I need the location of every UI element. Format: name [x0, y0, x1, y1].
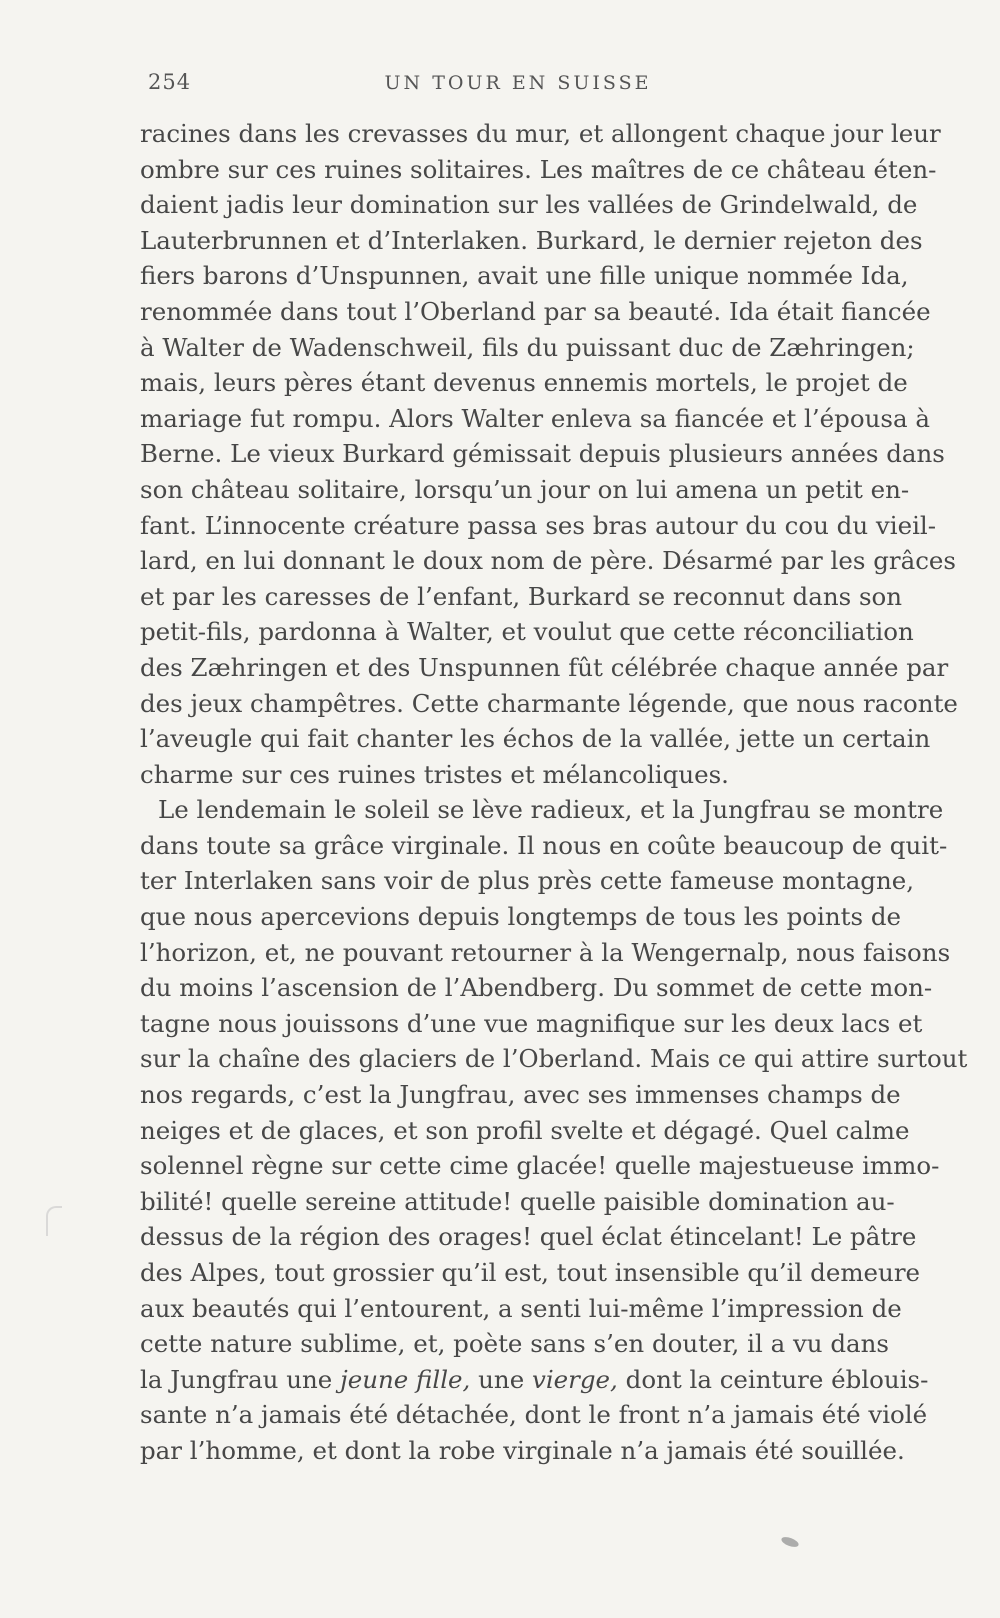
text-line: lard, en lui donnant le doux nom de père. Désarmé par les grâces [140, 546, 956, 576]
text-line: dans toute sa grâce virginale. Il nous en coûte beaucoup de quit- [140, 830, 948, 860]
text-line: et par les caresses de l’enfant, Burkard se reconnut dans son [140, 581, 903, 611]
page-number: 254 [148, 70, 192, 94]
text-line: dessus de la région des orages! quel éclat étincelant! Le pâtre [140, 1222, 917, 1252]
text-line: que nous apercevions depuis longtemps de tous les points de [140, 902, 902, 932]
text-line: racines dans les crevasses du mur, et allongent chaque jour leur [140, 119, 941, 148]
text-line: daient jadis leur domination sur les vallées de Grindelwald, de [140, 190, 918, 220]
text-line: du moins l’ascension de l’Abendberg. Du sommet de cette mon- [140, 973, 933, 1003]
line-segment: une [470, 1364, 532, 1394]
text-line: des jeux champêtres. Cette charmante légende, que nous raconte [140, 688, 958, 718]
text-line: l’aveugle qui fait chanter les échos de la vallée, jette un certain [140, 724, 931, 754]
paragraph-end-line: charme sur ces ruines tristes et mélancoliques. [140, 759, 729, 789]
text-line: Lauterbrunnen et d’Interlaken. Burkard, le dernier rejeton des [140, 225, 923, 255]
text-line: neiges et de glaces, et son profil svelte et dégagé. Quel calme [140, 1115, 910, 1145]
text-line: bilité! quelle sereine attitude! quelle paisible domination au- [140, 1186, 895, 1216]
text-line: sante n’a jamais été détachée, dont le front n’a jamais été violé [140, 1400, 928, 1430]
line-segment: la Jungfrau une [140, 1364, 341, 1394]
text-line: aux beautés qui l’entourent, a senti lui-même l’impression de [140, 1293, 902, 1323]
text-line: fant. L’innocente créature passa ses bras autour du cou du vieil- [140, 510, 937, 540]
text-line: solennel règne sur cette cime glacée! quelle majestueuse immo- [140, 1151, 940, 1181]
line-segment: dont la ceinture éblouis- [617, 1364, 929, 1394]
text-line: son château solitaire, lorsqu’un jour on lui amena un petit en- [140, 474, 910, 504]
text-line: l’horizon, et, ne pouvant retourner à la Wengernalp, nous faisons [140, 937, 951, 967]
paragraph-end-line: par l’homme, et dont la robe virginale n’a jamais été souillée. [140, 1435, 905, 1465]
running-title: UN TOUR EN SUISSE [384, 72, 652, 94]
text-line: ter Interlaken sans voir de plus près cette fameuse montagne, [140, 866, 915, 896]
text-line: renommée dans tout l’Oberland par sa beauté. Ida était fiancée [140, 296, 931, 326]
text-line: tagne nous jouissons d’une vue magnifique sur les deux lacs et [140, 1008, 923, 1038]
italic-phrase-vierge: vierge, [531, 1364, 618, 1394]
text-line: sur la chaîne des glaciers de l’Oberland. Mais ce qui attire surtout [140, 1044, 968, 1074]
text-line: à Walter de Wadenschweil, fils du puissant duc de Zæhringen; [140, 332, 915, 362]
text-line: petit-fils, pardonna à Walter, et voulut que cette réconciliation [140, 617, 914, 647]
text-line: des Zæhringen et des Unspunnen fût célébrée chaque année par [140, 652, 949, 682]
italic-phrase-jeune-fille: jeune fille, [340, 1364, 471, 1394]
text-line: Berne. Le vieux Burkard gémissait depuis plusieurs années dans [140, 439, 945, 469]
body-text [140, 116, 968, 1469]
text-line: des Alpes, tout grossier qu’il est, tout insensible qu’il demeure [140, 1258, 921, 1287]
text-line: mariage fut rompu. Alors Walter enleva sa fiancée et l’épousa à [140, 403, 930, 433]
text-line: cette nature sublime, et, poète sans s’en douter, il a vu dans [140, 1329, 890, 1359]
text-line: ombre sur ces ruines solitaires. Les maîtres de ce château éten- [140, 154, 937, 184]
text-line-with-italics [140, 1362, 929, 1398]
running-head [148, 70, 888, 100]
text-line: nos regards, c’est la Jungfrau, avec ses immenses champs de [140, 1080, 901, 1110]
ink-spot-mark [780, 1535, 800, 1549]
text-line: mais, leurs pères étant devenus ennemis mortels, le projet de [140, 368, 908, 398]
faint-margin-mark [46, 1206, 62, 1236]
paragraph-start-line: Le lendemain le soleil se lève radieux, et la Jungfrau se montre [158, 795, 944, 825]
text-line: fiers barons d’Unspunnen, avait une fille unique nommée Ida, [140, 261, 909, 291]
